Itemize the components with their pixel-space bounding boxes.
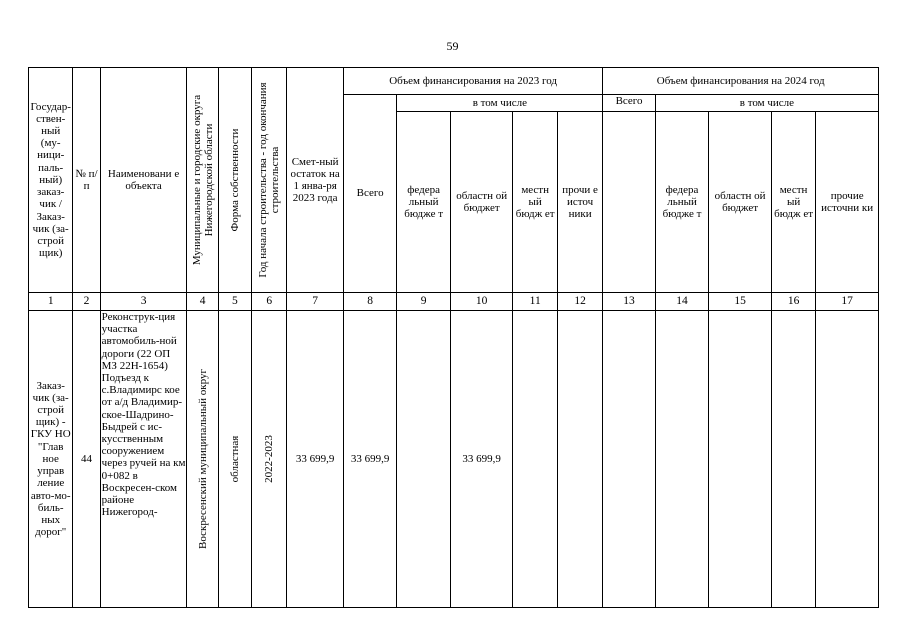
cell-other-2024 bbox=[816, 311, 879, 608]
header-other-2023: прочи е источ ники bbox=[557, 112, 602, 293]
column-number: 14 bbox=[655, 293, 709, 311]
page-number: 59 bbox=[446, 39, 459, 53]
table-row bbox=[29, 311, 879, 608]
cell-num: 44 bbox=[73, 311, 100, 608]
column-number: 5 bbox=[218, 293, 251, 311]
cell-local-2023 bbox=[513, 311, 557, 608]
cell-regional-2024 bbox=[709, 311, 772, 608]
column-number: 3 bbox=[100, 293, 187, 311]
column-number: 17 bbox=[816, 293, 879, 311]
header-other-2024: прочие источни ки bbox=[816, 112, 879, 293]
header-total-2023: Всего bbox=[343, 95, 397, 293]
cell-local-2024 bbox=[771, 311, 815, 608]
header-years: Год начала строительства - год окончания строительства bbox=[252, 68, 287, 293]
header-incl-2024: в том числе bbox=[655, 95, 878, 112]
column-number: 1 bbox=[29, 293, 73, 311]
column-number: 4 bbox=[187, 293, 218, 311]
header-regional-2023: областн ой бюджет bbox=[450, 112, 513, 293]
header-federal-2024: федера льный бюдже т bbox=[655, 112, 709, 293]
column-number: 10 bbox=[450, 293, 513, 311]
header-total-2024: Всего bbox=[603, 95, 655, 112]
header-local-2023: местн ый бюдж ет bbox=[513, 112, 557, 293]
column-number: 6 bbox=[252, 293, 287, 311]
column-number: 15 bbox=[709, 293, 772, 311]
cell-other-2023 bbox=[557, 311, 602, 608]
header-ownership: Форма собственности bbox=[218, 68, 251, 293]
column-number: 9 bbox=[397, 293, 451, 311]
column-number: 7 bbox=[287, 293, 344, 311]
column-number: 16 bbox=[771, 293, 815, 311]
column-number: 13 bbox=[603, 293, 655, 311]
cell-regional-2023: 33 699,9 bbox=[450, 311, 513, 608]
cell-object-name: Реконструк-ция участка автомобиль-ной дороги (22 ОП МЗ 22Н-1654) Подъезд к с.Владимирс кое от а/д Владимир-ское-Шадрино-Быдрей с ис-кусственным сооружением через ручей на км 0+082 в Воскресен-ском районе Нижегород- bbox=[100, 311, 187, 608]
header-object-name: Наименовани е объекта bbox=[100, 68, 187, 293]
header-regional-2024: областн ой бюджет bbox=[709, 112, 772, 293]
cell-customer: Заказ-чик (за-строй щик) - ГКУ НО "Глав ное управ ление авто-мо-биль-ных дорог" bbox=[29, 311, 73, 608]
header-incl-2023: в том числе bbox=[397, 95, 603, 112]
header-fin-2023: Объем финансирования на 2023 год bbox=[343, 68, 602, 95]
column-number: 2 bbox=[73, 293, 100, 311]
cell-total-2024 bbox=[603, 311, 655, 608]
header-estimate: Смет-ный остаток на 1 янва-ря 2023 года bbox=[287, 68, 344, 293]
header-federal-2023: федера льный бюдже т bbox=[397, 112, 451, 293]
header-empty-2024 bbox=[603, 112, 655, 293]
cell-ownership: областная bbox=[218, 311, 251, 608]
cell-total-2023: 33 699,9 bbox=[343, 311, 397, 608]
header-num: № п/п bbox=[73, 68, 100, 293]
column-number: 12 bbox=[557, 293, 602, 311]
cell-federal-2024 bbox=[655, 311, 709, 608]
header-local-2024: местн ый бюдж ет bbox=[771, 112, 815, 293]
header-fin-2024: Объем финансирования на 2024 год bbox=[603, 68, 879, 95]
column-number: 11 bbox=[513, 293, 557, 311]
cell-federal-2023 bbox=[397, 311, 451, 608]
header-municipal: Муниципальные и городские округа Нижегородской области bbox=[187, 68, 218, 293]
financing-table bbox=[28, 67, 879, 608]
cell-years: 2022-2023 bbox=[252, 311, 287, 608]
cell-estimate: 33 699,9 bbox=[287, 311, 344, 608]
column-number: 8 bbox=[343, 293, 397, 311]
header-customer: Государ-ствен-ный (му-ници-паль-ный) заказ-чик / Заказ-чик (за-строй щик) bbox=[29, 68, 73, 293]
cell-municipal: Воскресенский муниципальный округ bbox=[187, 311, 218, 608]
